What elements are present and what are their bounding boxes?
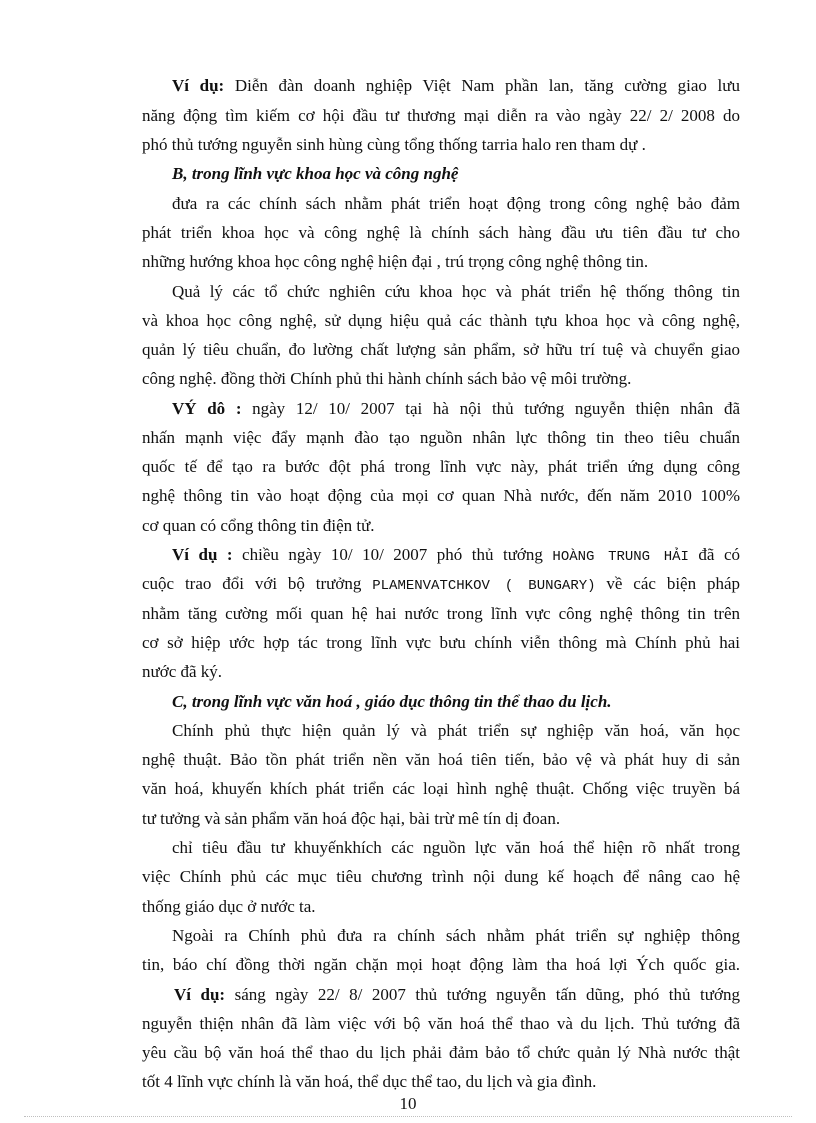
person-name: PLAMENVATCHKOV ( BUNGARY) xyxy=(372,578,596,594)
page-number: 10 xyxy=(399,1094,417,1113)
text-line: nguyễn thiện nhân đã làm việc với bộ văn hoá thể thao và du lịch. Thủ tướng đã xyxy=(142,1014,740,1033)
text-line: phát triển khoa học và công nghệ là chính sách hàng đầu ưu tiên đầu tư cho xyxy=(142,223,740,242)
text-line: tư tưởng và sản phẩm văn hoá độc hại, bài trừ mê tín dị đoan. xyxy=(142,809,561,828)
example-label: Ví dụ: xyxy=(172,76,225,95)
text-line: cơ quan có cổng thông tin điện tử. xyxy=(142,516,375,535)
text-line: cuộc trao đổi với bộ trưởng PLAMENVATCHKOV ( BUNGARY) về các biện pháp xyxy=(142,574,740,594)
text-line: yêu cầu bộ văn hoá thể thao du lịch phải đảm bảo tổ chức quản lý Nhà nước thật xyxy=(142,1043,740,1062)
person-name: HOÀNG TRUNG HẢI xyxy=(552,549,689,565)
text-line: nước đã ký. xyxy=(142,662,223,681)
text-line: quản lý tiêu chuẩn, đo lường chất lượng sản phẩm, sở hữu trí tuệ và chuyển giao xyxy=(142,340,740,359)
text-line: Ví dụ: Diễn đàn doanh nghiệp Việt Nam phần lan, tăng cường giao lưu xyxy=(172,76,740,95)
text-line: văn hoá, khuyến khích phát triển các loại hình nghệ thuật. Chống việc truyền bá xyxy=(142,779,740,798)
text-line: Quả lý các tổ chức nghiên cứu khoa học và phát triển hệ thống thông tin xyxy=(172,282,740,301)
text-line: Ví dụ: sáng ngày 22/ 8/ 2007 thủ tướng nguyễn tấn dũng, phó thủ tướng xyxy=(174,985,740,1004)
text-line: Chính phủ thực hiện quản lý và phát triển sự nghiệp văn hoá, văn học xyxy=(172,721,740,740)
page-divider xyxy=(24,1116,792,1117)
text-line: và khoa học công nghệ, sử dụng hiệu quả các thành tựu khoa học và công nghệ, xyxy=(142,311,740,330)
text-line: những hướng khoa học công nghệ hiện đại , trú trọng công nghệ thông tin. xyxy=(142,252,649,271)
example-label: VÝ dô : xyxy=(172,399,242,418)
text-line: nghệ thuật. Bảo tồn phát triển nền văn hoá tiên tiến, bảo vệ và phát huy di sản xyxy=(142,750,740,769)
text-line: VÝ dô : ngày 12/ 10/ 2007 tại hà nội thủ tướng nguyễn thiện nhân đã xyxy=(172,399,741,418)
text-line: cơ sở hiệp ước hợp tác trong lĩnh vực bưu chính viễn thông mà Chính phủ hai xyxy=(142,633,740,652)
section-heading: C, trong lĩnh vực văn hoá , giáo dục thông tin thể thao du lịch. xyxy=(172,692,612,711)
text-line: việc Chính phủ các mục tiêu chương trình nội dung kế hoạch để nâng cao hệ xyxy=(142,867,740,886)
text-line: quốc tế để tạo ra bước đột phá trong lĩnh vực này, phát triển ứng dụng công xyxy=(142,457,740,476)
section-heading: B, trong lĩnh vực khoa học và công nghệ xyxy=(172,164,459,183)
text-line: năng động tìm kiếm cơ hội đầu tư thương mại diễn ra vào ngày 22/ 2/ 2008 do xyxy=(142,106,740,125)
text-line: tin, báo chí đồng thời ngăn chặn mọi hoạt động làm tha hoá lợi Ých quốc gia. xyxy=(142,955,740,974)
text-line: chỉ tiêu đầu tư khuyếnkhích các nguồn lực văn hoá thể hiện rõ nhất trong xyxy=(172,838,740,857)
text-line: Ví dụ : chiều ngày 10/ 10/ 2007 phó thủ tướng HOÀNG TRUNG HẢI đã có xyxy=(172,545,740,565)
text-line: tốt 4 lĩnh vực chính là văn hoá, thể dục thể tao, du lịch và gia đình. xyxy=(142,1072,597,1091)
text-line: phó thủ tướng nguyễn sinh hùng cùng tổng thống tarria halo ren tham dự . xyxy=(142,135,646,154)
example-label: Ví dụ : xyxy=(172,545,233,564)
text-line: thống giáo dục ở nước ta. xyxy=(142,897,316,916)
text-line: Ngoài ra Chính phủ đưa ra chính sách nhằm phát triển sự nghiệp thông xyxy=(172,926,740,945)
text-line: nhấn mạnh việc đẩy mạnh đào tạo nguồn nhân lực thông tin theo tiêu chuẩn xyxy=(142,428,740,447)
text-line: đưa ra các chính sách nhằm phát triển hoạt động trong công nghệ bảo đảm xyxy=(172,194,740,213)
example-label: Ví dụ: xyxy=(174,985,226,1004)
text-line: nghệ thông tin vào hoạt động của mọi cơ quan Nhà nước, đến năm 2010 100% xyxy=(142,486,740,505)
text-line: nhằm tăng cường mối quan hệ hai nước trong lĩnh vực công nghệ thông tin trên xyxy=(142,604,740,623)
text-line: công nghệ. đồng thời Chính phủ thi hành chính sách bảo vệ môi trường. xyxy=(142,369,632,388)
